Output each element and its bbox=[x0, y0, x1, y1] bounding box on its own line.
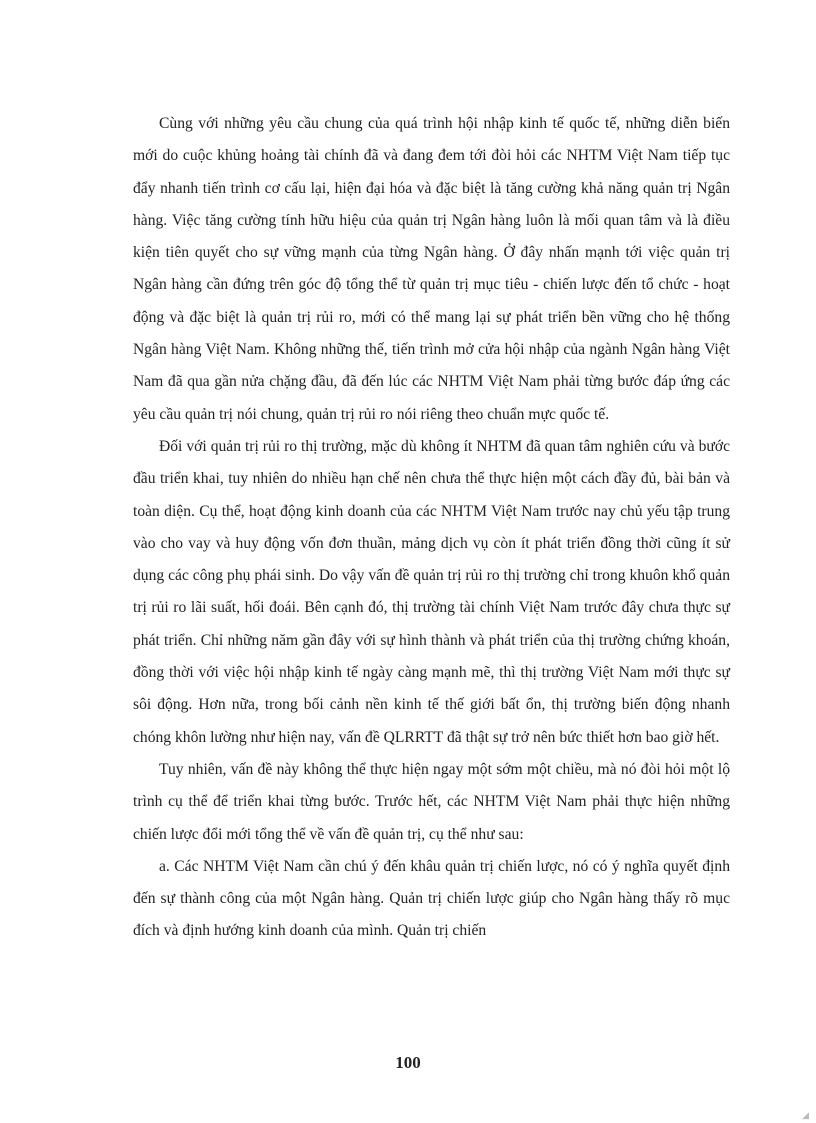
paragraph-2: Đối với quản trị rủi ro thị trường, mặc dù không ít NHTM đã quan tâm nghiên cứu và bước đầu triển khai, tuy nhiên do nhiều hạn chế nên chưa thể thực hiện một cách đầy đủ, bài bản và toàn diện. Cụ thể, hoạt động kinh doanh của các NHTM Việt Nam trước nay chủ yếu tập trung vào cho vay và huy động vốn đơn thuần, mảng dịch vụ còn ít phát triển đồng thời cũng ít sử dụng các công phụ phái sinh. Do vậy vấn đề quản trị rủi ro thị trường chỉ trong khuôn khổ quản trị rủi ro lãi suất, hối đoái. Bên cạnh đó, thị trường tài chính Việt Nam trước đây chưa thực sự phát triển. Chỉ những năm gần đây với sự hình thành và phát triển của thị trường chứng khoán, đồng thời với việc hội nhập kinh tế ngày càng mạnh mẽ, thì thị trường Việt Nam mới thực sự sôi động. Hơn nữa, trong bối cảnh nền kinh tế thế giới bất ổn, thị trường biến động nhanh chóng khôn lường như hiện nay, vấn đề QLRRTT đã thật sự trở nên bức thiết hơn bao giờ hết. bbox=[133, 437, 730, 746]
page-number: 100 bbox=[395, 1053, 421, 1072]
paragraph-1: Cùng với những yêu cầu chung của quá trình hội nhập kinh tế quốc tế, những diễn biến mới do cuộc khủng hoảng tài chính đã và đang đem tới đòi hỏi các NHTM Việt Nam tiếp tục đẩy nhanh tiến trình cơ cấu lại, hiện đại hóa và đặc biệt là tăng cường khả năng quản trị Ngân hàng. Việc tăng cường tính hữu hiệu của quản trị Ngân hàng luôn là mối quan tâm và là điều kiện tiên quyết cho sự vững mạnh của từng Ngân hàng. Ở đây nhấn mạnh tới việc quản trị Ngân hàng cần đứng trên góc độ tổng thể từ quản trị mục tiêu - chiến lược đến tổ chức - hoạt động và đặc biệt là quản trị rủi ro, mới có thể mang lại sự phát triển bền vững cho hệ thống Ngân hàng Việt Nam. Không những thế, tiến trình mở cửa hội nhập của ngành Ngân hàng Việt Nam đã qua gần nửa chặng đầu, đã đến lúc các NHTM Việt Nam phải từng bước đáp ứng các yêu cầu quản trị nói chung, quản trị rủi ro nói riêng theo chuẩn mực quốc tế. bbox=[133, 115, 730, 423]
body-text bbox=[133, 108, 730, 948]
paragraph-4: a. Các NHTM Việt Nam cần chú ý đến khâu quản trị chiến lược, nó có ý nghĩa quyết định đến sự thành công của một Ngân hàng. Quản trị chiến lược giúp cho Ngân hàng thấy rõ mục đích và định hướng kinh doanh của mình. Quản trị chiến bbox=[133, 857, 730, 940]
paragraph-3: Tuy nhiên, vấn đề này không thể thực hiện ngay một sớm một chiều, mà nó đòi hỏi một lộ trình cụ thể để triển khai từng bước. Trước hết, các NHTM Việt Nam phải thực hiện những chiến lược đổi mới tổng thể về vấn đề quản trị, cụ thể như sau: bbox=[133, 760, 730, 843]
corner-mark-icon: ◢ bbox=[802, 1111, 809, 1121]
